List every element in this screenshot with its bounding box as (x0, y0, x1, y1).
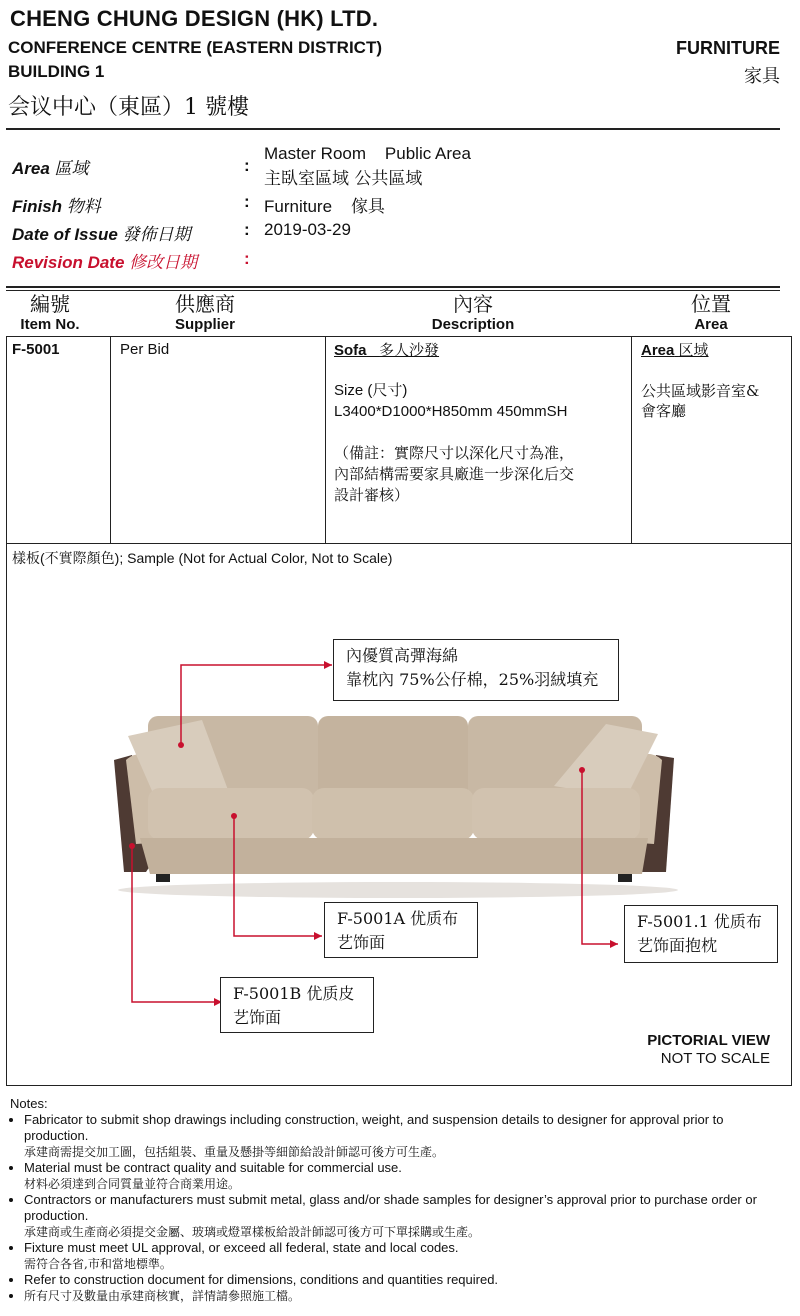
col-desc-en: Description (431, 316, 515, 333)
arrow-top (324, 661, 332, 669)
project-title-cn: 会议中心（東區）1 號樓 (8, 95, 249, 120)
area-label (12, 154, 89, 179)
note-item (24, 1192, 790, 1240)
sofa-foot-1 (156, 874, 170, 882)
note-cn: 需符合各省,市和當地標準。 (24, 1257, 172, 1271)
note-item (24, 1160, 790, 1192)
remark-line-3: 設計審核） (334, 486, 410, 504)
revision-label-cn: 修改日期 (129, 253, 198, 273)
issue-label-en: Date of Issue (12, 225, 118, 244)
marker-top (178, 742, 184, 748)
col-divider-1 (110, 336, 111, 543)
desc-title (334, 340, 439, 361)
issue-date-value: 2019-03-29 (264, 220, 351, 239)
sofa-foot-2 (618, 874, 632, 882)
col-area-en: Area (694, 316, 728, 333)
note-cn: 承建商需提交加工圖，包括組裝、重量及懸掛等細節給設計師認可後方可生產。 (24, 1145, 445, 1159)
callout-b-line2: 艺饰面 (233, 1008, 282, 1027)
issue-date-label (12, 220, 191, 245)
area-colon: : (244, 156, 250, 175)
finish-value-en: Furniture (264, 197, 333, 216)
marker-b (129, 843, 135, 849)
sample-caption: 樣板(不實際顏色); Sample (Not for Actual Color, Not to Scale) (12, 550, 393, 566)
callout-a-line1: F-5001A 优质布 (337, 909, 459, 928)
col-supplier-en: Supplier (174, 316, 235, 333)
notes-title: Notes: (10, 1096, 48, 1111)
issue-colon: : (244, 220, 250, 239)
note-en: Contractors or manufacturers must submit metal, glass and/or shade samples for designer’s approval prior to purchase order or production. (24, 1192, 757, 1223)
header-divider (6, 128, 780, 130)
item-no-value: F-5001 (12, 341, 60, 358)
note-item (24, 1272, 790, 1288)
finish-label-cn: 物料 (66, 197, 101, 217)
marker-c (579, 767, 585, 773)
revision-label-en: Revision Date (12, 253, 125, 272)
sofa-base (140, 838, 648, 874)
note-en: Fixture must meet UL approval, or exceed all federal, state and local codes. (24, 1240, 459, 1255)
callout-foam (333, 639, 619, 701)
row-divider (6, 543, 792, 544)
revision-date-label (12, 248, 197, 273)
area-title-cn: 区域 (678, 341, 709, 359)
seat-cushion-middle (312, 788, 474, 840)
desc-title-cn: 多人沙發 (379, 341, 440, 359)
note-item (24, 1240, 790, 1272)
area-label-en: Area (12, 159, 50, 178)
finish-colon: : (244, 192, 250, 211)
area-label-cn: 區域 (54, 159, 89, 179)
size-label: Size (尺寸) (334, 382, 408, 399)
project-title-line2: BUILDING 1 (8, 62, 105, 81)
project-title-line1: CONFERENCE CENTRE (EASTERN DISTRICT) (8, 38, 383, 57)
note-cn: 材料必須達到合同質量並符合商業用途。 (24, 1177, 241, 1191)
arrow-a (314, 932, 322, 940)
not-to-scale-label: NOT TO SCALE (660, 1050, 770, 1067)
note-en: Fabricator to submit shop drawings including construction, weight, and suspension details to designer for approval prior to production. (24, 1112, 724, 1143)
table-top-rule-thin (6, 290, 780, 291)
note-item (24, 1112, 790, 1160)
note-en: 所有尺寸及數量由承建商核實，詳情請參照施工檔。 (24, 1289, 301, 1303)
finish-label (12, 192, 101, 217)
col-divider-2 (325, 336, 326, 543)
col-item-cn: 編號 (30, 292, 70, 316)
supplier-value: Per Bid (120, 341, 170, 358)
arrow-c (610, 940, 618, 948)
category-en: FURNITURE (676, 38, 780, 58)
callout-f5001-1 (624, 905, 778, 963)
col-desc-cn: 內容 (453, 292, 493, 316)
note-en: Material must be contract quality and suitable for commercial use. (24, 1160, 402, 1175)
col-item-no (6, 292, 94, 334)
sofa-shadow (118, 882, 678, 898)
seat-cushion-right (472, 788, 640, 840)
col-supplier (150, 292, 260, 334)
area-value-cn: 主臥室區域 公共區域 (264, 169, 423, 189)
finish-value (264, 192, 385, 217)
issue-label-cn: 發佈日期 (122, 225, 191, 245)
table-top-rule (6, 286, 780, 288)
sofa-illustration (6, 560, 792, 1080)
notes-section (10, 1096, 790, 1304)
area-value (264, 144, 471, 189)
area-value-lines (641, 381, 759, 421)
revision-colon: : (244, 249, 250, 268)
callout-b-line1: F-5001B 优质皮 (233, 984, 355, 1003)
category-cn: 家具 (744, 66, 780, 87)
callout-c-line1: F-5001.1 优质布 (637, 912, 762, 931)
callout-foam-line1: 內優質高彈海綿 (346, 646, 459, 665)
notes-list (10, 1112, 790, 1304)
area-title-en: Area (641, 342, 675, 359)
callout-f5001b (220, 977, 374, 1033)
col-area (670, 292, 752, 334)
finish-label-en: Finish (12, 197, 63, 216)
desc-title-en: Sofa (334, 342, 367, 359)
desc-remark (334, 443, 574, 506)
col-description (410, 292, 536, 334)
area-value-en: Master Room Public Area (264, 144, 471, 163)
col-item-en: Item No. (20, 316, 80, 333)
callout-c-line2: 艺饰面抱枕 (637, 936, 718, 955)
col-supplier-cn: 供應商 (175, 292, 235, 316)
callout-f5001a (324, 902, 478, 958)
area-title (641, 340, 709, 361)
note-item (24, 1288, 790, 1304)
remark-line-1: （備註：實際尺寸以深化尺寸為准， (334, 444, 575, 462)
callout-foam-line2: 靠枕內 75%公仔棉，25%羽絨填充 (346, 670, 599, 689)
marker-a (231, 813, 237, 819)
company-name: CHENG CHUNG DESIGN (HK) LTD. (10, 6, 379, 31)
pictorial-view-label: PICTORIAL VIEW (647, 1032, 770, 1049)
size-value: L3400*D1000*H850mm 450mmSH (334, 403, 568, 420)
remark-line-2: 內部結構需要家具廠進一步深化后交 (334, 465, 575, 483)
area-value-line-2: 會客廳 (641, 402, 687, 420)
col-divider-3 (631, 336, 632, 543)
finish-value-cn: 傢具 (350, 197, 385, 217)
note-en: Refer to construction document for dimensions, conditions and quantities required. (24, 1272, 499, 1287)
seat-cushion-left (148, 788, 314, 840)
area-value-line-1: 公共區域影音室& (641, 382, 760, 400)
callout-a-line2: 艺饰面 (337, 933, 386, 952)
col-area-cn: 位置 (691, 292, 731, 316)
note-cn: 承建商或生產商必須提交金屬、玻璃或燈罩樣板給設計師認可後方可下單採購或生產。 (24, 1225, 481, 1239)
